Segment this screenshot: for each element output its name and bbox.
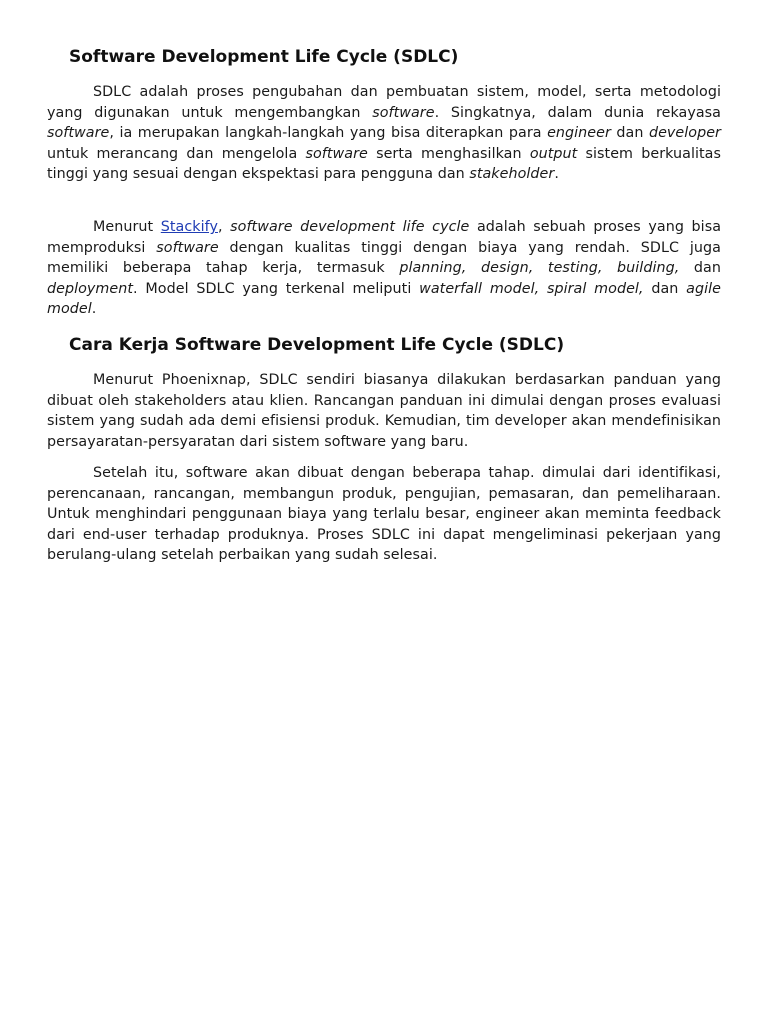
text-run: serta menghasilkan <box>367 145 530 162</box>
stackify-link[interactable]: Stackify <box>160 219 218 235</box>
text-run: dan <box>679 260 721 276</box>
text-run: sistem berkualitas tinggi yang sesuai dengan ekspektasi para pengguna dan <box>47 145 721 182</box>
text-run: dengan kualitas tinggi dengan biaya yang rendah. SDLC juga memiliki beberapa tahap kerja, termasuk <box>47 239 721 276</box>
text-run: . Singkatnya, dalam dunia rekayasa <box>434 104 721 121</box>
text-run: Menurut <box>93 219 161 235</box>
text-run: untuk merancang dan mengelola <box>47 145 306 162</box>
text-run: Menurut Phoenixnap, SDLC sendiri biasanya dilakukan berdasarkan panduan yang dibuat oleh stakeholders atau klien. Rancangan panduan ini dimulai dengan proses evaluasi sistem yang sudah ada demi efisiensi produk. Kemudian, tim developer akan mendefinisikan persayaratan-persyaratan dari sistem software yang baru. <box>47 372 721 450</box>
text-run: , <box>217 219 231 235</box>
section-heading-sdlc: Software Development Life Cycle (SDLC) <box>69 47 459 67</box>
italic-text: output <box>529 145 578 162</box>
text-run: Setelah itu, software akan dibuat dengan beberapa tahap. dimulai dari identifikasi, perencanaan, rancangan, membangun produk, pengujian, pemasaran, dan pemeliharaan. Untuk menghindari penggunaan biaya yang terlalu besar, engineer akan meminta feedback dari end-user terhadap produknya. Proses SDLC ini dapat mengeliminasi pekerjaan yang berulang-ulang setelah perbaikan yang sudah selesai. <box>47 465 721 563</box>
text-run: . <box>554 166 559 182</box>
italic-text: engineer <box>547 125 611 141</box>
italic-text: deployment <box>47 280 134 297</box>
italic-text: software <box>305 145 368 162</box>
paragraph-stackify-quote <box>47 217 721 320</box>
text-run: , ia merupakan langkah-langkah yang bisa diterapkan para <box>109 125 548 141</box>
text-run: dan <box>643 280 687 297</box>
section-heading-cara-kerja: Cara Kerja Software Development Life Cycle (SDLC) <box>69 335 565 355</box>
paragraph-phoenixnap <box>47 370 721 452</box>
text-run: SDLC adalah proses pengubahan dan pembuatan sistem, model, serta metodologi yang digunakan untuk mengembangkan <box>47 84 721 121</box>
text-run: dan <box>610 125 649 141</box>
paragraph-tahapan <box>47 463 721 566</box>
italic-text: software <box>156 239 219 256</box>
text-run: . Model SDLC yang terkenal meliputi <box>133 280 420 297</box>
text-run: adalah sebuah proses yang bisa memproduksi <box>47 219 721 256</box>
italic-text: software <box>47 125 110 141</box>
paragraph-sdlc-definition <box>47 82 721 185</box>
italic-text: agile model <box>47 280 721 317</box>
italic-text: software <box>372 104 435 121</box>
italic-text: developer <box>648 125 721 141</box>
italic-text: stakeholder <box>469 166 555 182</box>
italic-text: software development life cycle <box>230 219 470 235</box>
italic-text: waterfall model, spiral model, <box>419 280 644 297</box>
text-run: . <box>91 301 97 317</box>
italic-text: planning, design, testing, building, <box>399 260 680 276</box>
